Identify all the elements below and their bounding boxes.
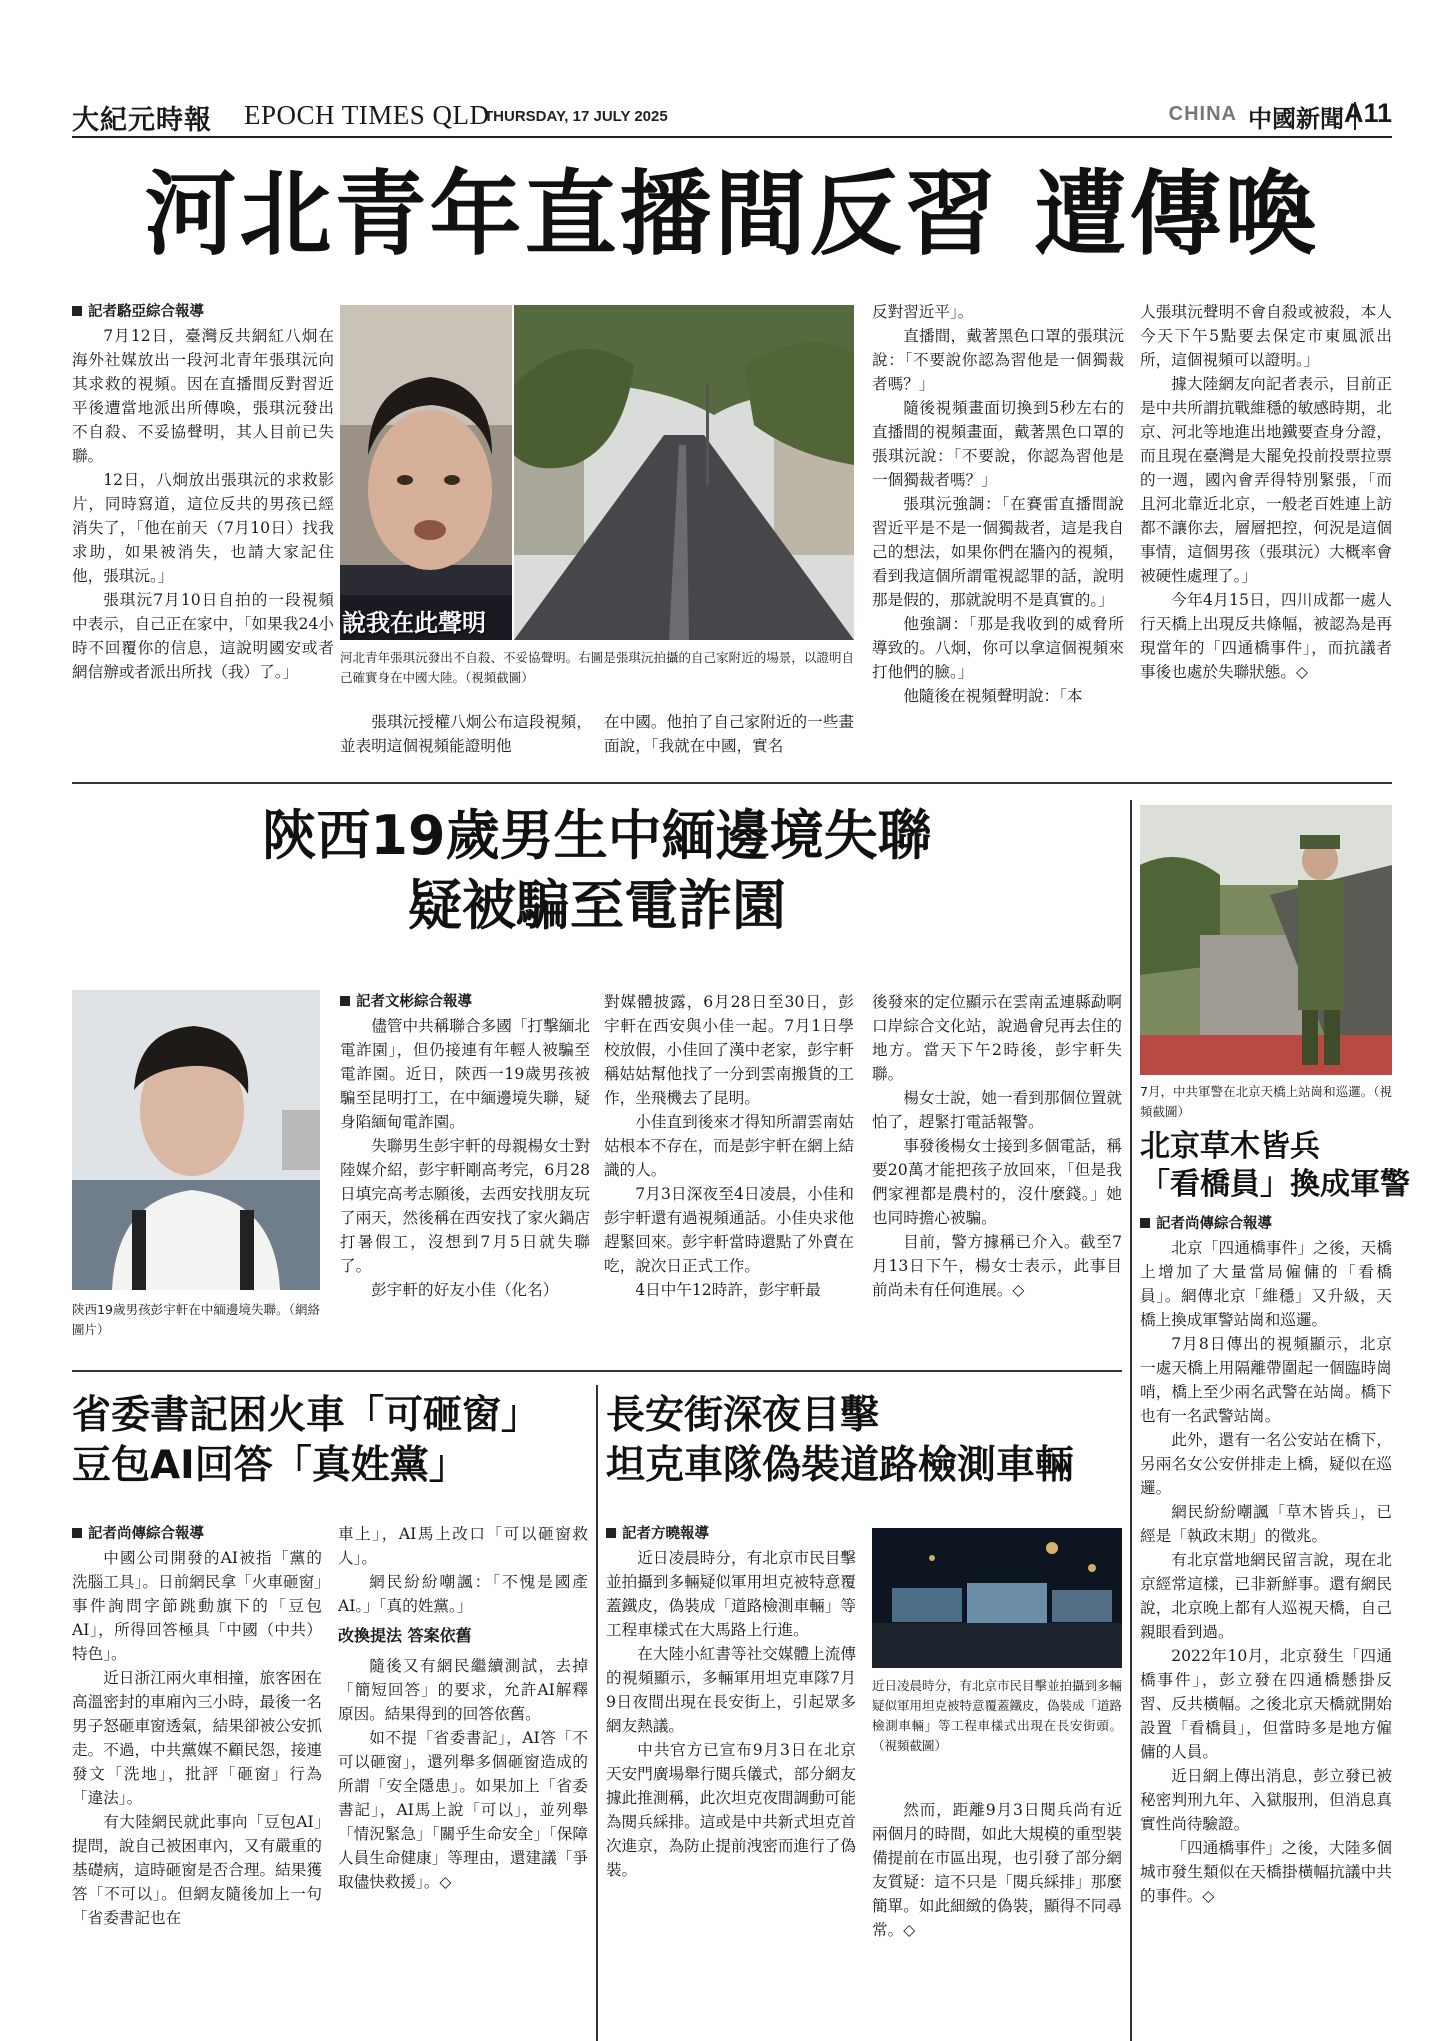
paragraph: 12日，八炯放出張琪沅的求救影片，同時寫道，這位反共的男孩已經消失了，「他在前天（7月10日）找我求助，如果被消失，也請大家記住他，張琪沅。」 — [72, 471, 334, 585]
paragraph: 2022年10月，北京發生「四通橋事件」，彭立發在四通橋懸掛反習、反共橫幅。之後北京天橋就開始設置「看橋員」，但當時多是地方僱傭的人員。 — [1140, 1647, 1392, 1761]
divider-vertical — [1130, 800, 1132, 2041]
paragraph: 中國公司開發的AI被指「黨的洗腦工具」。日前網民拿「火車砸窗」事件詢問字節跳動旗下的「豆包AI」，所得回答極具「中國（中共）特色」。 — [72, 1549, 322, 1663]
paragraph: 4日中午12時許，彭宇軒最 — [635, 1281, 821, 1299]
masthead — [72, 98, 1392, 138]
paragraph: 後發來的定位顯示在雲南孟連縣勐啊口岸綜合文化站，說過會兒再去住的地方。當天下午2時後，彭宇軒失聯。 — [872, 993, 1122, 1083]
video-overlay-text: 說我在此聲明 — [342, 609, 486, 637]
paragraph: 北京「四通橋事件」之後，天橋上增加了大量當局僱傭的「看橋員」。網傳北京「維穩」又升級，天橋上換成軍警站崗和巡邏。 — [1140, 1239, 1392, 1329]
article2-photo — [72, 990, 320, 1290]
paragraph: 事發後楊女士接到多個電話，稱要20萬才能把孩子放回來，「但是我們家裡都是農村的，沒什麼錢。」她也同時擔心被騙。 — [872, 1137, 1122, 1227]
paragraph: 彭宇軒的好友小佳（化名） — [371, 1281, 559, 1299]
article2-col1 — [340, 990, 590, 1360]
article2-col3 — [872, 990, 1122, 1360]
article2-headline-line1: 陝西19歲男生中緬邊境失聯 — [262, 804, 932, 867]
article4-headline-line1: 省委書記困火車「可砸窗」 — [72, 1393, 541, 1438]
page-number: A11 — [1343, 98, 1392, 128]
article1-col5 — [1140, 300, 1392, 770]
paragraph: 小佳直到後來才得知所謂雲南姑姑根本不存在，而是彭宇軒在網上結識的人。 — [604, 1113, 854, 1179]
article2-caption: 陝西19歲男孩彭宇軒在中緬邊境失聯。（網絡圖片） — [72, 1302, 320, 1337]
masthead-logo-en: EPOCH TIMES QLD — [244, 100, 490, 130]
paragraph: 7月8日傳出的視頻顯示，北京一處天橋上用隔離帶圍起一個臨時崗哨，橋上至少兩名武警在站崗。橋下也有一名武警站崗。 — [1140, 1335, 1392, 1425]
paragraph: 楊女士說，她一看到那個位置就怕了，趕緊打電話報警。 — [872, 1089, 1122, 1131]
article1-col2 — [340, 710, 592, 770]
divider-horizontal — [72, 1370, 1122, 1372]
paragraph: 7月12日，臺灣反共網紅八炯在海外社媒放出一段河北青年張琪沅向其求救的視頻。因在直播間反對習近平後遭當地派出所傳喚，張琪沅發出不自殺、不妥協聲明，其人目前已失聯。 — [72, 327, 334, 465]
article2-headline-line2: 疑被騙至電詐園 — [408, 874, 786, 937]
paragraph: 目前，警方據稱已介入。截至7月13日下午，楊女士表示，此事目前尚未有任何進展。◇ — [872, 1233, 1122, 1299]
paragraph: 他隨後在視頻聲明說：「本 — [903, 687, 1083, 705]
article3-headline-line1: 北京草木皆兵 — [1140, 1129, 1320, 1164]
divider-horizontal — [72, 782, 1392, 784]
paragraph: 失聯男生彭宇軒的母親楊女士對陸媒介紹，彭宇軒剛高考完，6月28日填完高考志願後，去西安找朋友玩了兩天，然後稱在西安找了家火鍋店打暑假工，沒想到7月5日就失聯了。 — [340, 1137, 590, 1275]
paragraph: 車上」，AI馬上改口「可以砸窗救人」。 — [338, 1525, 588, 1567]
byline-marker — [72, 1528, 82, 1538]
article5-col1 — [606, 1522, 856, 2041]
article1-col4 — [872, 300, 1124, 770]
article1-caption: 河北青年張琪沅發出不自殺、不妥協聲明。右圖是張琪沅拍攝的自己家附近的場景，以證明自己確實身在中國大陸。（視頻截圖） — [340, 650, 854, 685]
paragraph: 他強調：「那是我收到的威脅所導致的。八炯，你可以拿這個視頻來打他們的臉。」 — [872, 615, 1124, 681]
article4-col1 — [72, 1522, 322, 2041]
byline-marker — [606, 1528, 616, 1538]
article1-photo-face — [340, 305, 512, 640]
paragraph: 人張琪沅聲明不會自殺或被殺，本人今天下午5點要去保定市東風派出所，這個視頻可以證明。」 — [1140, 303, 1392, 369]
paragraph: 直播間，戴著黑色口罩的張琪沅說：「不要說你認為習他是一個獨裁者嗎？」 — [872, 327, 1124, 393]
byline-marker — [72, 306, 82, 316]
article1-headline: 河北青年直播間反習 遭傳喚 — [144, 161, 1320, 268]
article1-col3 — [604, 710, 854, 770]
article5-caption: 近日凌晨時分，有北京市民目擊並拍攝到多輛疑似軍用坦克被特意覆蓋鐵皮，偽裝成「道路檢測車輛」等工程車樣式出現在長安街頭。（視頻截圖） — [872, 1678, 1123, 1753]
divider-vertical — [596, 1385, 598, 2041]
byline-marker — [340, 996, 350, 1006]
paragraph: 隨後又有網民繼續測試，去掉「簡短回答」的要求，允許AI解釋原因。結果得到的回答依舊。 — [338, 1657, 588, 1723]
article1-byline: 記者駱亞綜合報導 — [88, 304, 204, 320]
paragraph: 有大陸網民就此事向「豆包AI」提問，說自己被困車內，又有嚴重的基礎病，這時砸窗是否合理。結果獲答「不可以」。但網友隨後加上一句「省委書記也在 — [72, 1813, 322, 1927]
paragraph: 據大陸網友向記者表示，目前正是中共所謂抗戰維穩的敏感時期，北京、河北等地進出地鐵要查身分證，而且現在臺灣是大罷免投前投票拉票的一週，國內會弄得特別緊張，「而且河北靠近北京，一般老百姓連上訪都不讓你去，層層把控，何況是這個事情，這個男孩（張琪沅）大概率會被硬性處理了。」 — [1140, 375, 1392, 585]
article5-headline-line1: 長安街深夜目擊 — [606, 1393, 880, 1438]
article2-col2 — [604, 990, 854, 1360]
paragraph: 如不提「省委書記」，AI答「不可以砸窗」，還列舉多個砸窗造成的所謂「安全隱患」。如果加上「省委書記」，AI馬上說「可以」，並列舉「情況緊急」「關乎生命安全」「保障人員生命健康」等理由，還建議「爭取儘快救援」。◇ — [338, 1729, 588, 1891]
section-en: CHINA — [1168, 103, 1237, 125]
article2-byline: 記者文彬綜合報導 — [356, 994, 472, 1010]
paragraph: 7月3日深夜至4日凌晨，小佳和彭宇軒還有過視頻通話。小佳央求他趕緊回來。彭宇軒當時還點了外賣在吃，說次日正式工作。 — [604, 1185, 854, 1275]
article4-subhead: 改換提法 答案依舊 — [338, 1626, 472, 1645]
paragraph: 「四通橋事件」之後，大陸多個城市發生類似在天橋掛橫幅抗議中共的事件。◇ — [1140, 1839, 1392, 1905]
article3-body — [1140, 1212, 1392, 2041]
paragraph: 有北京當地網民留言說，現在北京經常這樣，已非新鮮事。還有網民說，北京晚上都有人巡視天橋，自己親眼看到過。 — [1140, 1551, 1392, 1641]
article1-photo-street — [514, 305, 854, 640]
paragraph: 張琪沅授權八炯公布這段視頻，並表明這個視頻能證明他 — [340, 713, 592, 755]
article5-byline: 記者方曉報導 — [622, 1526, 709, 1542]
article5-photo — [872, 1528, 1122, 1668]
paragraph: 然而，距離9月3日閱兵尚有近兩個月的時間，如此大規模的重型裝備提前在市區出現，也引發了部分網友質疑：這不只是「閱兵綵排」那麼簡單。如此細緻的偽裝，顯得不同尋常。◇ — [872, 1801, 1122, 1939]
article4-headline-line2: 豆包AI回答「真姓黨」 — [72, 1443, 468, 1488]
paragraph: 對媒體披露，6月28日至30日，彭宇軒在西安與小佳一起。7月1日學校放假，小佳回了漢中老家，彭宇軒稱姑姑幫他找了一分到雲南搬貨的工作，坐飛機去了昆明。 — [604, 993, 854, 1107]
section-cn: 中國新聞 — [1248, 105, 1344, 133]
paragraph: 近日浙江兩火車相撞，旅客困在高溫密封的車廂內三小時，最後一名男子怒砸車窗透氣，結果卻被公安抓走。不過，中共黨媒不顧民怨，接連發文「洗地」，批評「砸窗」行為「違法」。 — [72, 1669, 322, 1807]
article5-col2 — [872, 1798, 1122, 2041]
paragraph: 反對習近平」。 — [872, 303, 974, 321]
paragraph: 近日網上傳出消息，彭立發已被秘密判刑九年、入獄服刑，但消息真實性尚待驗證。 — [1140, 1767, 1392, 1833]
paragraph: 在大陸小紅書等社交媒體上流傳的視頻顯示，多輛軍用坦克車隊7月9日夜間出現在長安街上，引起眾多網友熱議。 — [606, 1645, 856, 1735]
article3-photo — [1140, 805, 1392, 1075]
article3-caption: 7月，中共軍警在北京天橋上站崗和巡邏。（視頻截圖） — [1140, 1084, 1392, 1119]
paragraph: 張琪沅7月10日自拍的一段視頻中表示，自己正在家中，「如果我24小時不回覆你的信息，這說明國安或者網信辦或者派出所找（我）了。」 — [72, 591, 334, 681]
paragraph: 在中國。他拍了自己家附近的一些畫面說，「我就在中國，實名 — [604, 713, 854, 755]
article4-byline: 記者尚傳綜合報導 — [88, 1526, 204, 1542]
article1-col1 — [72, 300, 334, 770]
paragraph: 張琪沅強調：「在賽雷直播間說習近平是不是一個獨裁者，這是我自己的想法，如果你們在牆內的視頻，看到我這個所謂電視認罪的話，說明那是假的，那就說明不是真實的。」 — [872, 495, 1124, 609]
masthead-date: THURSDAY, 17 JULY 2025 — [484, 108, 668, 125]
article5-headline-line2: 坦克車隊偽裝道路檢測車輛 — [606, 1443, 1075, 1488]
article3-byline: 記者尚傳綜合報導 — [1156, 1216, 1272, 1232]
byline-marker — [1140, 1218, 1150, 1228]
paragraph: 近日凌晨時分，有北京市民目擊並拍攝到多輛疑似軍用坦克被特意覆蓋鐵皮，偽裝成「道路檢測車輛」等工程車樣式在大馬路上行進。 — [606, 1549, 856, 1639]
paragraph: 今年4月15日，四川成都一處人行天橋上出現反共條幅，被認為是再現當年的「四通橋事件」，而抗議者事後也處於失聯狀態。◇ — [1140, 591, 1392, 681]
paragraph: 儘管中共稱聯合多國「打擊緬北電詐園」，但仍接連有年輕人被騙至電詐園。近日，陝西一19歲男孩被騙至昆明打工，在中緬邊境失聯，疑身陷緬甸電詐園。 — [340, 1017, 590, 1131]
paragraph: 網民紛紛嘲諷「草木皆兵」，已經是「執政末期」的徵兆。 — [1140, 1503, 1392, 1545]
paragraph: 此外，還有一名公安站在橋下，另兩名女公安併排走上橋，疑似在巡邏。 — [1140, 1431, 1392, 1497]
article3-headline-line2: 「看橋員」換成軍警 — [1140, 1167, 1410, 1202]
paragraph: 隨後視頻畫面切換到5秒左右的直播間的視頻畫面，戴著黑色口罩的張琪沅說：「不要說，你認為習他是一個獨裁者嗎？」 — [872, 399, 1124, 489]
article4-col2 — [338, 1522, 588, 2041]
paragraph: 中共官方已宣布9月3日在北京天安門廣場舉行閱兵儀式，部分網友據此推測稱，此次坦克夜間調動可能為閱兵綵排。這或是中共新式坦克首次進京，為防止提前洩密而進行了偽裝。 — [606, 1741, 856, 1879]
paragraph: 網民紛紛嘲諷：「不愧是國產AI。」「真的姓黨。」 — [338, 1573, 588, 1615]
masthead-logo-cn: 大紀元時報 — [72, 105, 212, 136]
